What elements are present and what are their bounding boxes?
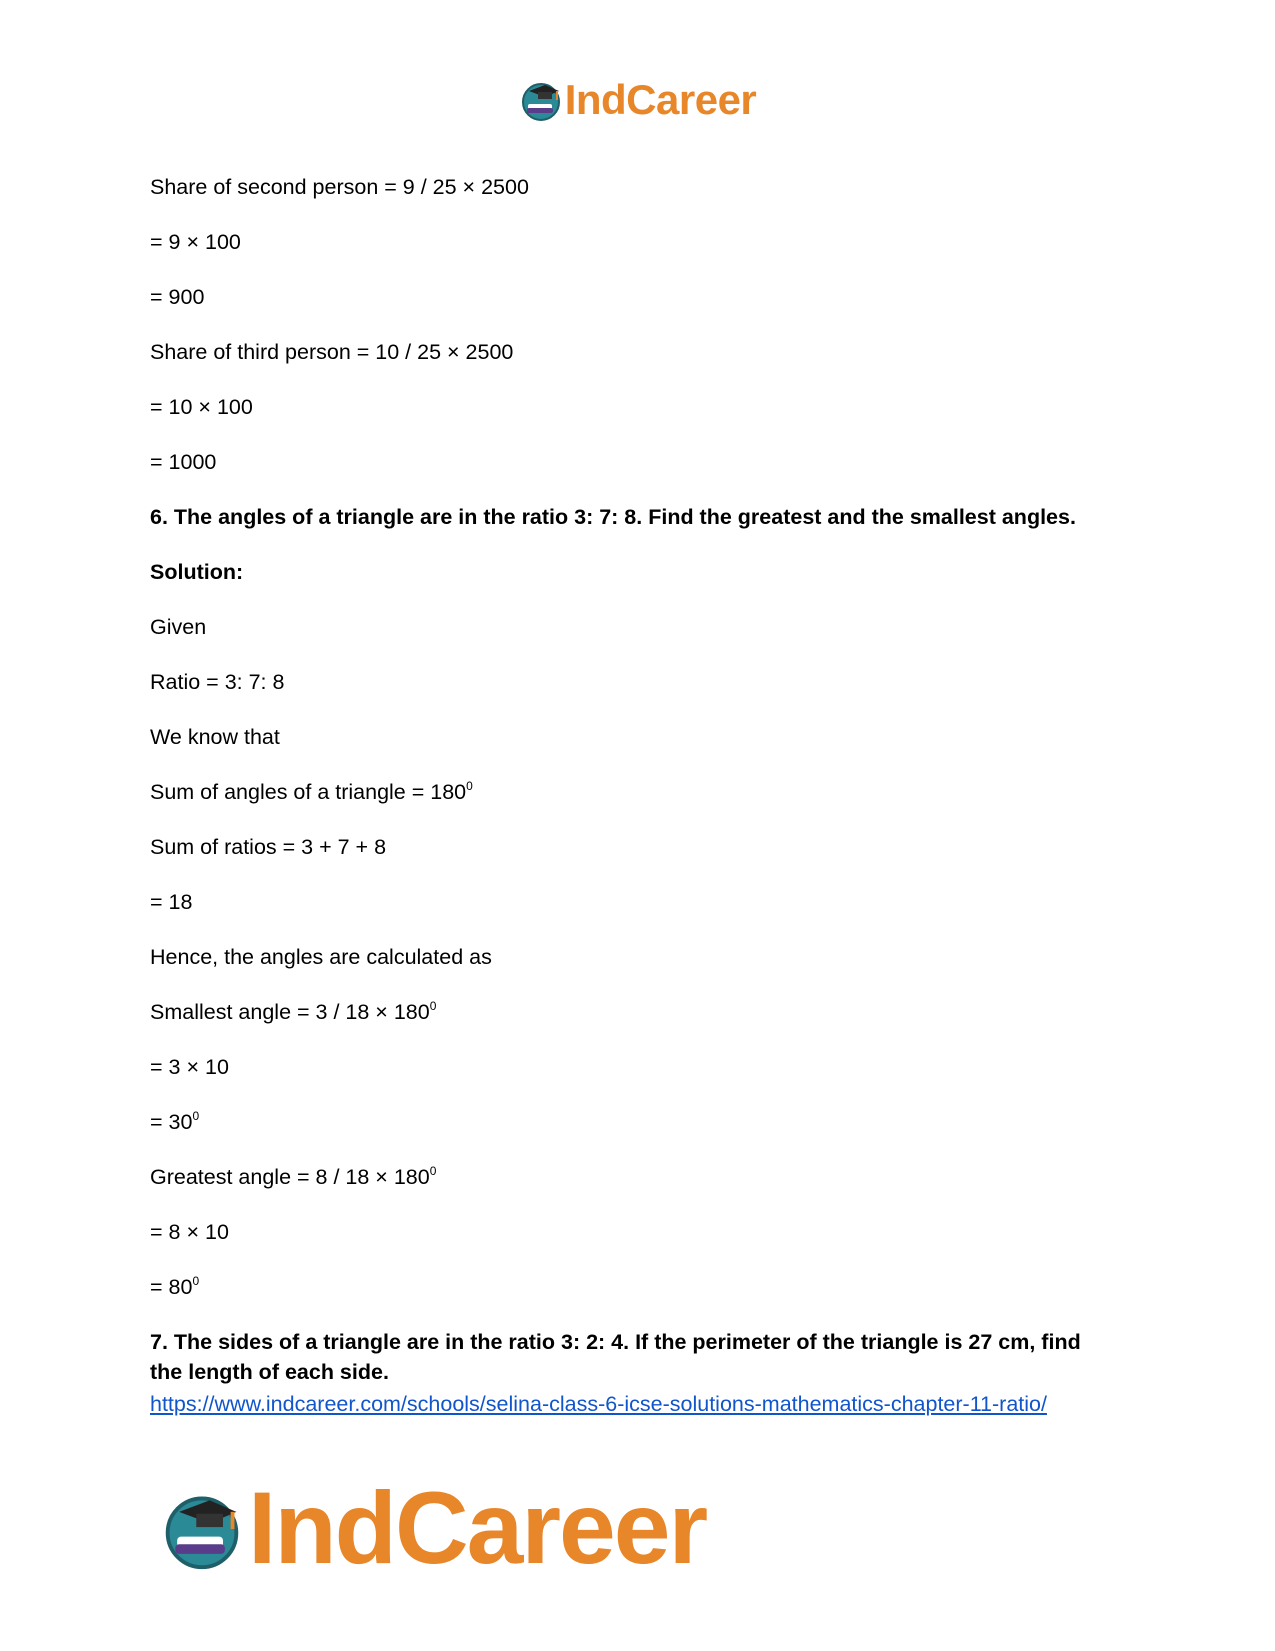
- degree-superscript: 0: [466, 779, 473, 793]
- greatest-result-line: [150, 1272, 1110, 1302]
- logo-wordmark: IndCareer: [564, 76, 757, 123]
- text-line: = 10 × 100: [150, 395, 253, 419]
- text-line: Ratio = 3: 7: 8: [150, 670, 285, 694]
- globe-graduation-cap-icon: [519, 78, 563, 122]
- text-line: Given: [150, 615, 207, 639]
- text-span: Greatest angle = 8 / 18 × 180: [150, 1165, 430, 1189]
- smallest-angle-line: [150, 997, 1110, 1027]
- degree-superscript: 0: [192, 1274, 200, 1288]
- source-link[interactable]: https://www.indcareer.com/schools/selina-class-6-icse-solutions-mathematics-chapter-11-ratio/: [150, 1392, 1047, 1416]
- header-logo: [0, 76, 1275, 124]
- logo-wordmark: IndCareer: [248, 1471, 707, 1585]
- text-line: = 18: [150, 890, 193, 914]
- text-line: = 9 × 100: [150, 230, 241, 254]
- indcareer-logo: [519, 76, 757, 124]
- text-line: Hence, the angles are calculated as: [150, 945, 492, 969]
- question-7: 7. The sides of a triangle are in the ratio 3: 2: 4. If the perimeter of the triangle is 27 cm, find the length of each side.: [150, 1330, 1081, 1384]
- indcareer-logo-large: [160, 1470, 706, 1587]
- text-line: = 8 × 10: [150, 1220, 229, 1244]
- text-line: = 900: [150, 285, 205, 309]
- text-line: Sum of ratios = 3 + 7 + 8: [150, 835, 387, 859]
- footer-logo: [160, 1470, 706, 1587]
- text-span: Smallest angle = 3 / 18 × 180: [150, 1000, 430, 1024]
- degree-superscript: 0: [192, 1109, 200, 1123]
- text-line: We know that: [150, 725, 280, 749]
- text-span: = 30: [150, 1110, 193, 1134]
- text-line: = 1000: [150, 450, 217, 474]
- globe-graduation-cap-icon: [160, 1487, 244, 1571]
- text-span: = 80: [150, 1275, 193, 1299]
- solution-label: Solution:: [150, 560, 244, 584]
- text-line: Share of second person = 9 / 25 × 2500: [150, 175, 529, 199]
- text-line: = 3 × 10: [150, 1055, 229, 1079]
- smallest-result-line: [150, 1107, 1110, 1137]
- document-body: [150, 172, 1110, 1419]
- greatest-angle-line: [150, 1162, 1110, 1192]
- sum-angles-line: [150, 777, 1110, 807]
- text-span: Sum of angles of a triangle = 180: [150, 780, 467, 804]
- degree-superscript: 0: [429, 999, 437, 1013]
- question-6: 6. The angles of a triangle are in the ratio 3: 7: 8. Find the greatest and the smallest angles.: [150, 505, 1076, 529]
- text-line: Share of third person = 10 / 25 × 2500: [150, 340, 514, 364]
- degree-superscript: 0: [429, 1164, 437, 1178]
